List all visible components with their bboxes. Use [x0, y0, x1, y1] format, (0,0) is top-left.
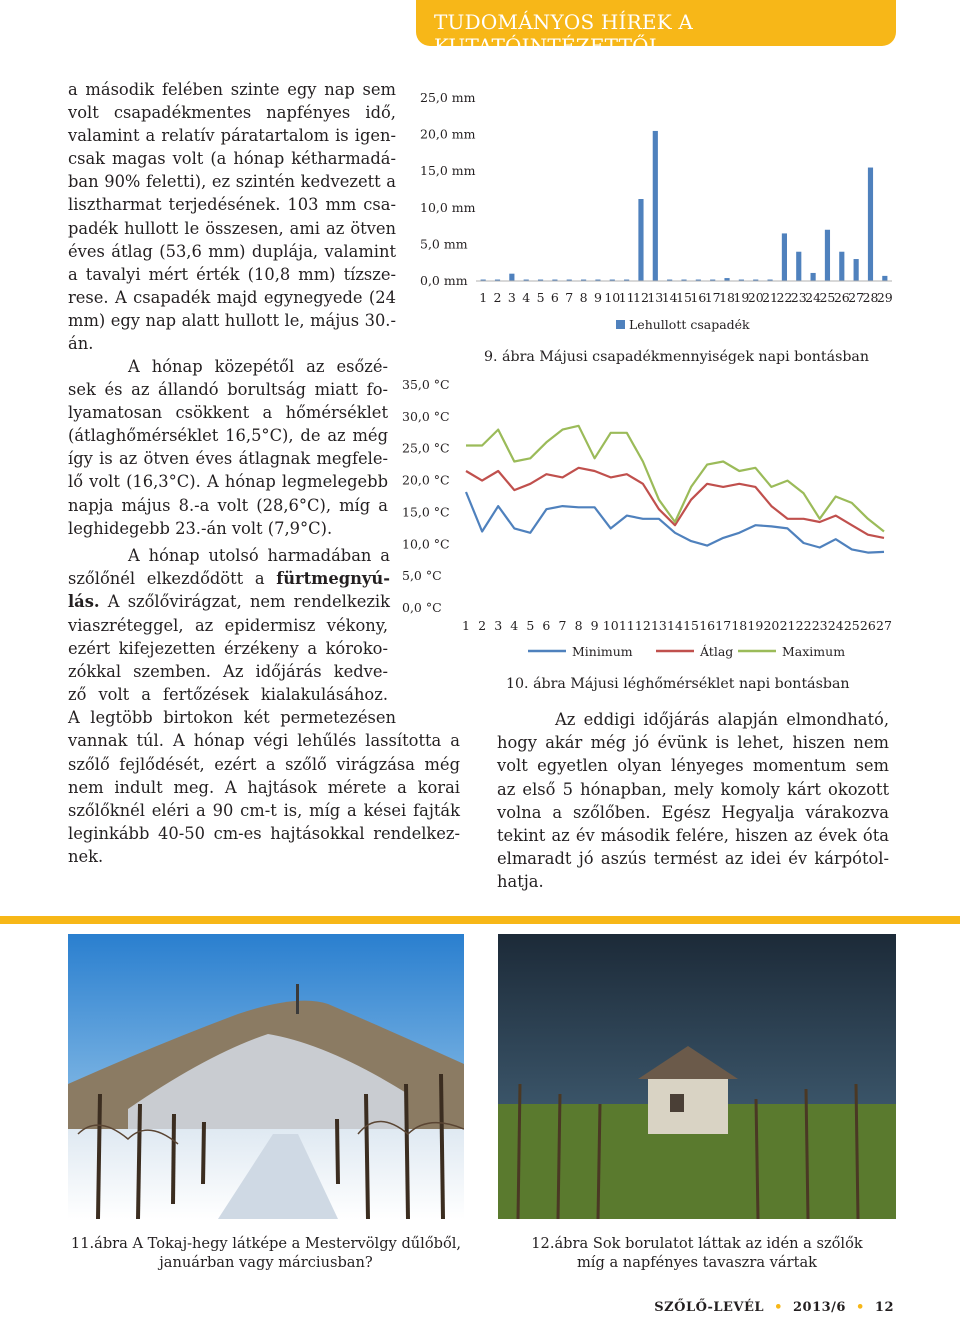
footer-dot: •	[851, 1300, 870, 1315]
text-line: viaszréteggel, az epidermisz vékony,	[68, 616, 388, 635]
x-tick-label: 11	[618, 618, 635, 633]
x-tick-label: 26	[859, 618, 876, 633]
left-column-bottom	[68, 544, 390, 613]
footer-journal: SZŐLŐ-LEVÉL	[654, 1300, 765, 1315]
caption-fig12	[498, 1234, 896, 1272]
y-tick-label: 25,0 mm	[420, 90, 476, 105]
paragraph-flowering-cont	[68, 614, 460, 868]
x-tick-label: 1	[462, 618, 471, 633]
photo-tokaj-hill	[68, 934, 464, 1219]
caption-fig10: 10. ábra Májusi léghőmérséklet napi bontásban	[506, 676, 850, 692]
x-tick-label: 8	[579, 290, 588, 305]
text-line: (átlaghőmérséklet 16,5°C), de az még	[68, 426, 388, 446]
footer-issue: 2013/6	[792, 1300, 846, 1315]
text-line: A hónap utolsó harmadában a	[128, 546, 390, 565]
caption-fig9: 9. ábra Májusi csapadékmennyiségek napi bontásban	[484, 349, 870, 365]
x-tick-label: 15	[683, 618, 700, 633]
photo-band	[0, 916, 960, 924]
text-line: lő volt (16,3°C). A hónap legmelegebb	[68, 472, 388, 492]
x-tick-label: 2	[493, 290, 502, 305]
footer-page-number: 12	[874, 1300, 894, 1315]
y-tick-label: 10,0 °C	[402, 536, 450, 552]
x-tick-label: 14	[661, 290, 678, 305]
precip-bar	[509, 274, 514, 281]
x-tick-label: 5	[526, 618, 535, 633]
x-tick-label: 15	[676, 290, 692, 305]
paragraph-flowering	[68, 544, 390, 613]
x-tick-label: 4	[522, 290, 531, 305]
legend-label: Maximum	[782, 644, 846, 659]
x-tick-label: 25	[843, 618, 860, 633]
precip-bar	[811, 273, 816, 281]
y-tick-label: 25,0 °C	[402, 440, 450, 456]
text-line: a tavalyi mért érték (10,8 mm) tízsze-	[68, 264, 396, 284]
bold-term: lás.	[68, 592, 100, 612]
legend-label-precip: Lehullott csapadék	[629, 317, 750, 332]
x-tick-label: 22	[776, 290, 793, 305]
text-line: volna a szőlőben. Egész Hegyalja várakozva	[497, 802, 889, 822]
text-line: napja május 8.-a volt (28,6°C), míg a	[68, 495, 388, 515]
y-tick-label: 10,0 mm	[420, 199, 476, 215]
series-line-átlag	[466, 468, 884, 538]
x-tick-label: 13	[647, 290, 664, 305]
text-line: szőlő fejlődését, ezért a szőlő virágzása még	[68, 754, 460, 774]
x-tick-label: 3	[494, 618, 503, 633]
x-tick-label: 23	[811, 618, 828, 633]
x-tick-label: 27	[848, 290, 865, 305]
x-tick-label: 4	[510, 618, 519, 633]
text-line: szőlőknél eléri a 90 cm-t is, míg a kései fajták	[68, 800, 460, 820]
x-tick-label: 16	[690, 290, 707, 305]
text-line: ző volt a fertőzések kialakulásához.	[68, 685, 388, 705]
x-tick-label: 24	[827, 618, 844, 633]
x-tick-label: 20	[747, 290, 764, 305]
x-tick-label: 6	[550, 290, 559, 305]
section-header	[416, 0, 896, 58]
x-tick-label: 25	[819, 290, 836, 305]
legend-label: Átlag	[700, 644, 734, 659]
x-tick-label: 7	[558, 618, 567, 633]
y-tick-label: 20,0 mm	[420, 126, 476, 142]
x-tick-label: 23	[790, 290, 807, 305]
caption-fig11	[68, 1234, 464, 1272]
caption-fig12-line2: míg a napfényes tavaszra vártak	[576, 1254, 818, 1271]
text-line: leginkább 40-50 cm-es hajtásokkal rendelkez-	[68, 823, 460, 843]
x-tick-label: 12	[634, 618, 651, 633]
x-tick-label: 10	[604, 290, 621, 305]
x-tick-label: 29	[876, 290, 893, 305]
temperature-chart	[398, 370, 898, 670]
text-line: nem indult meg. A hajtások mérete a korai	[68, 777, 460, 797]
paragraph-rainfall	[68, 78, 396, 355]
x-tick-label: 16	[699, 618, 716, 633]
text-line: A legtöbb birtokon két permetezésen	[68, 708, 396, 728]
text-line: vannak túl. A hónap végi lehűlés lassította a	[68, 731, 460, 751]
text-line: éves átlag (53,6 mm) duplája, valamint	[68, 241, 396, 261]
x-tick-label: 8	[574, 618, 583, 633]
x-tick-label: 26	[833, 290, 850, 305]
precip-bar	[825, 230, 830, 281]
right-column-text	[497, 708, 889, 894]
precip-bar	[796, 252, 801, 281]
text-line: így is az ötven éves átlagnak megfele-	[68, 449, 388, 469]
text-line: volt csapadékmentes napfényes idő,	[68, 103, 396, 123]
y-tick-label: 15,0 mm	[420, 163, 476, 179]
x-tick-label: 14	[667, 618, 683, 633]
x-tick-label: 18	[719, 290, 735, 305]
x-tick-label: 11	[618, 290, 635, 305]
text-line: zókkal szemben. Az időjárás kedve-	[68, 662, 388, 682]
x-tick-label: 24	[805, 290, 822, 305]
text-line: az első 5 hónapban, mely komoly kárt okozott	[497, 779, 889, 799]
y-tick-label: 0,0 mm	[420, 273, 468, 288]
legend-swatch-precip	[616, 320, 625, 329]
text-line	[68, 567, 390, 590]
precip-bar	[868, 168, 873, 281]
text-line: A hónap közepétől az esőzé-	[128, 357, 388, 376]
y-tick-label: 20,0 °C	[402, 472, 450, 488]
caption-fig11-line1: 11.ábra A Tokaj-hegy látképe a Mestervölgy dűlőből,	[70, 1235, 462, 1252]
photo-cloudy-vineyard	[498, 934, 896, 1219]
text-segment: A szőlővirágzat, nem rendelkezik	[99, 592, 390, 612]
text-line: lyamatosan csökkent a hőmérséklet	[68, 403, 388, 423]
text-line: án.	[68, 334, 94, 354]
x-tick-label: 9	[590, 618, 599, 633]
x-tick-label: 5	[536, 290, 545, 305]
text-line: hatja.	[497, 872, 544, 892]
text-line: csak magas volt (a hónap kétharmadá-	[68, 149, 396, 169]
left-column-top	[68, 78, 396, 355]
footer-dot: •	[769, 1300, 788, 1315]
y-tick-label: 5,0 mm	[420, 236, 468, 252]
y-tick-label: 30,0 °C	[402, 408, 450, 424]
x-tick-label: 21	[762, 290, 779, 305]
text-segment: szőlőnél elkezdődött a	[68, 569, 277, 589]
x-tick-label: 18	[731, 618, 748, 633]
x-tick-label: 2	[478, 618, 487, 633]
precip-bar	[854, 259, 859, 281]
x-tick-label: 9	[593, 290, 602, 305]
x-tick-label: 27	[876, 618, 892, 633]
x-tick-label: 10	[602, 618, 619, 633]
caption-fig11-line2: januárban vagy márciusban?	[159, 1254, 373, 1271]
caption-fig12-line1: 12.ábra Sok borulatot láttak az idén a szőlők	[531, 1235, 863, 1252]
text-line: ban 90% feletti), ez szintén kedvezett a	[68, 172, 396, 192]
x-tick-label: 21	[779, 618, 796, 633]
text-line	[68, 590, 390, 613]
precip-bar	[882, 276, 887, 281]
text-line: ezért kifejezetten érzékeny a kóroko-	[68, 639, 388, 659]
page-footer	[654, 1300, 894, 1315]
text-line: tekint az év második felére, hiszen az évek óta	[497, 826, 889, 846]
x-tick-label: 17	[715, 618, 732, 633]
precip-bar	[839, 252, 844, 281]
x-tick-label: 22	[795, 618, 812, 633]
text-line: elmaradt jó aszús termést az idei év kárpótol-	[497, 849, 889, 869]
x-tick-label: 6	[542, 618, 551, 633]
text-line: nek.	[68, 846, 104, 866]
x-tick-label: 13	[650, 618, 667, 633]
x-tick-label: 19	[733, 290, 750, 305]
y-tick-label: 0,0 °C	[402, 600, 442, 615]
x-tick-label: 19	[747, 618, 764, 633]
left-column-bottom-2	[68, 614, 460, 868]
section-title: TUDOMÁNYOS HÍREK A KUTATÓINTÉZETTŐL	[434, 10, 694, 58]
series-line-maximum	[466, 426, 884, 532]
text-line: sek és az állandó borultság miatt fo-	[68, 380, 388, 400]
text-line: rese. A csapadék majd egynegyede (24	[68, 287, 396, 307]
x-tick-label: 28	[862, 290, 879, 305]
y-tick-label: 35,0 °C	[402, 377, 450, 392]
precip-bar	[782, 233, 787, 281]
paragraph-temperature	[68, 355, 388, 540]
text-line: Az eddigi időjárás alapján elmondható,	[555, 710, 889, 729]
text-line: leghidegebb 23.-án volt (7,9°C).	[68, 518, 333, 538]
precip-bar	[653, 131, 658, 281]
left-column-mid	[68, 355, 388, 540]
text-line: padék hullott le összesen, ami az ötven	[68, 218, 396, 238]
x-tick-label: 20	[763, 618, 780, 633]
text-line: a második felében szinte egy nap sem	[68, 80, 396, 99]
precipitation-chart	[398, 84, 898, 340]
text-line: lisztharmat terjedésének. 103 mm csa-	[68, 195, 396, 215]
y-tick-label: 15,0 °C	[402, 504, 450, 520]
x-tick-label: 3	[507, 290, 516, 305]
precip-bar	[638, 199, 643, 281]
bold-term: fürtmegnyú-	[276, 569, 390, 589]
x-tick-label: 1	[479, 290, 488, 305]
y-tick-label: 5,0 °C	[402, 568, 442, 584]
legend-label: Minimum	[572, 644, 633, 659]
text-line: mm) egy nap alatt hullott le, május 30.-	[68, 310, 396, 330]
x-tick-label: 17	[704, 290, 721, 305]
x-tick-label: 7	[565, 290, 574, 305]
text-line: volt egyetlen olyan lényeges momentum sem	[497, 756, 889, 776]
text-line: valamint a relatív páratartalom is igen-	[68, 126, 396, 146]
x-tick-label: 12	[633, 290, 649, 305]
text-line: hogy akár még jó évünk is lehet, hiszen nem	[497, 733, 889, 753]
